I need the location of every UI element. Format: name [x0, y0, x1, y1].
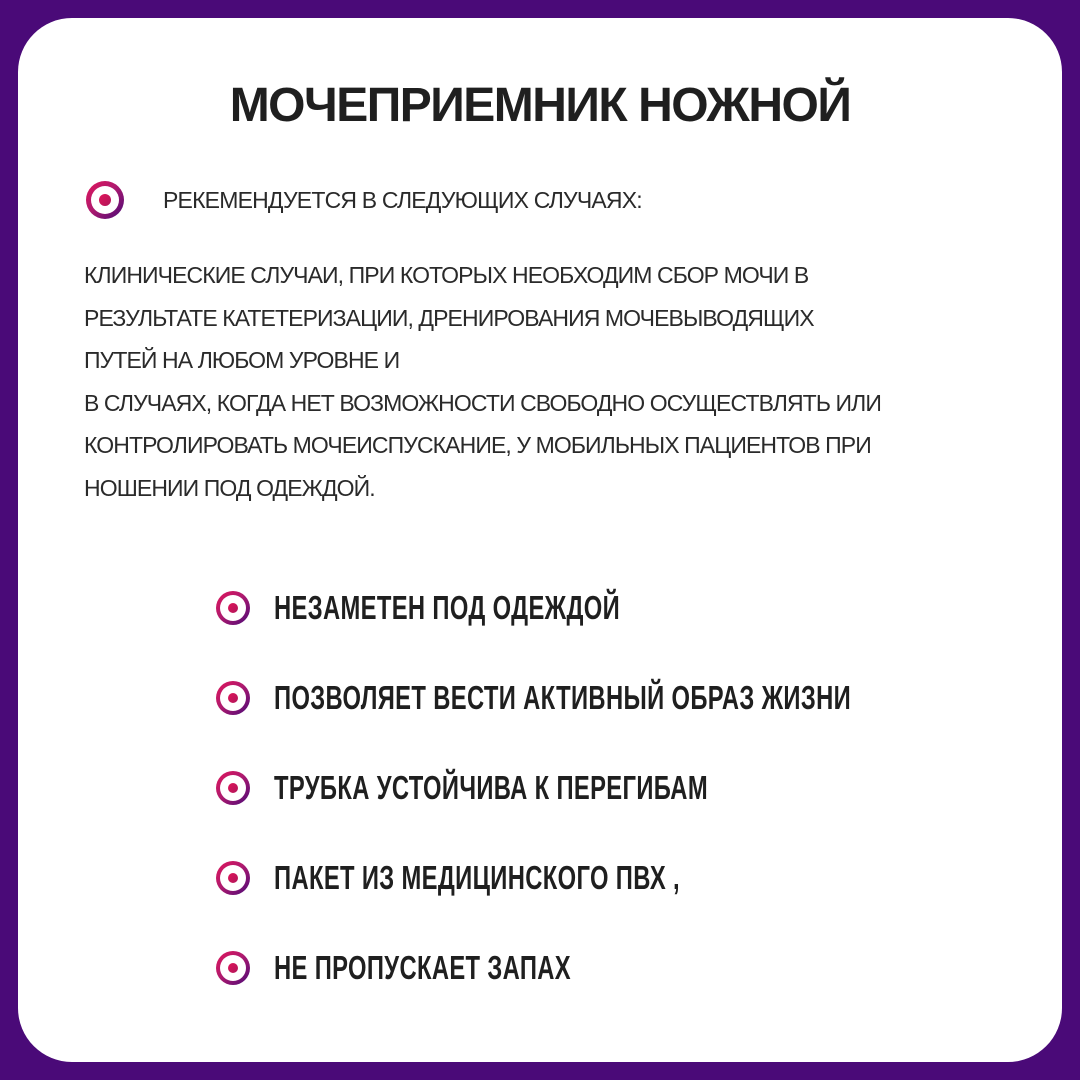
- description-line: НОШЕНИИ ПОД ОДЕЖДОЙ.: [84, 474, 375, 501]
- feature-item: [216, 666, 1036, 726]
- description-line: КОНТРОЛИРОВАТЬ МОЧЕИСПУСКАНИЕ, У МОБИЛЬНЫХ ПАЦИЕНТОВ ПРИ: [84, 432, 871, 458]
- target-bullet-icon: [216, 591, 250, 625]
- target-bullet-icon: [86, 181, 124, 219]
- description-line: ПУТЕЙ НА ЛЮБОМ УРОВНЕ И: [84, 347, 400, 373]
- target-bullet-icon: [216, 951, 250, 985]
- feature-item: [216, 756, 1036, 816]
- feature-item: [216, 576, 1036, 636]
- description-line: РЕЗУЛЬТАТЕ КАТЕТЕРИЗАЦИИ, ДРЕНИРОВАНИЯ МОЧЕВЫВОДЯЩИХ: [84, 304, 814, 331]
- feature-label: НЕ ПРОПУСКАЕТ ЗАПАХ: [274, 949, 571, 986]
- recommend-heading: РЕКЕМЕНДУЕТСЯ В СЛЕДУЮЩИХ СЛУЧАЯХ:: [163, 187, 642, 213]
- page-title: МОЧЕПРИЕМНИК НОЖНОЙ: [229, 79, 851, 132]
- content-card: [18, 18, 1062, 1062]
- feature-label: ТРУБКА УСТОЙЧИВА К ПЕРЕГИБАМ: [274, 769, 708, 806]
- description-line: КЛИНИЧЕСКИЕ СЛУЧАИ, ПРИ КОТОРЫХ НЕОБХОДИМ СБОР МОЧИ В: [84, 262, 809, 288]
- target-bullet-icon: [216, 861, 250, 895]
- description-line: В СЛУЧАЯХ, КОГДА НЕТ ВОЗМОЖНОСТИ СВОБОДНО ОСУЩЕСТВЛЯТЬ ИЛИ: [84, 389, 881, 416]
- feature-label: НЕЗАМЕТЕН ПОД ОДЕЖДОЙ: [274, 589, 621, 626]
- feature-label: ПАКЕТ ИЗ МЕДИЦИНСКОГО ПВХ ,: [274, 859, 680, 896]
- target-bullet-icon: [216, 681, 250, 715]
- feature-item: [216, 846, 1036, 906]
- target-bullet-icon: [216, 771, 250, 805]
- description-text: [84, 254, 1044, 509]
- feature-label: ПОЗВОЛЯЕТ ВЕСТИ АКТИВНЫЙ ОБРАЗ ЖИЗНИ: [274, 679, 852, 716]
- feature-item: [216, 936, 1036, 996]
